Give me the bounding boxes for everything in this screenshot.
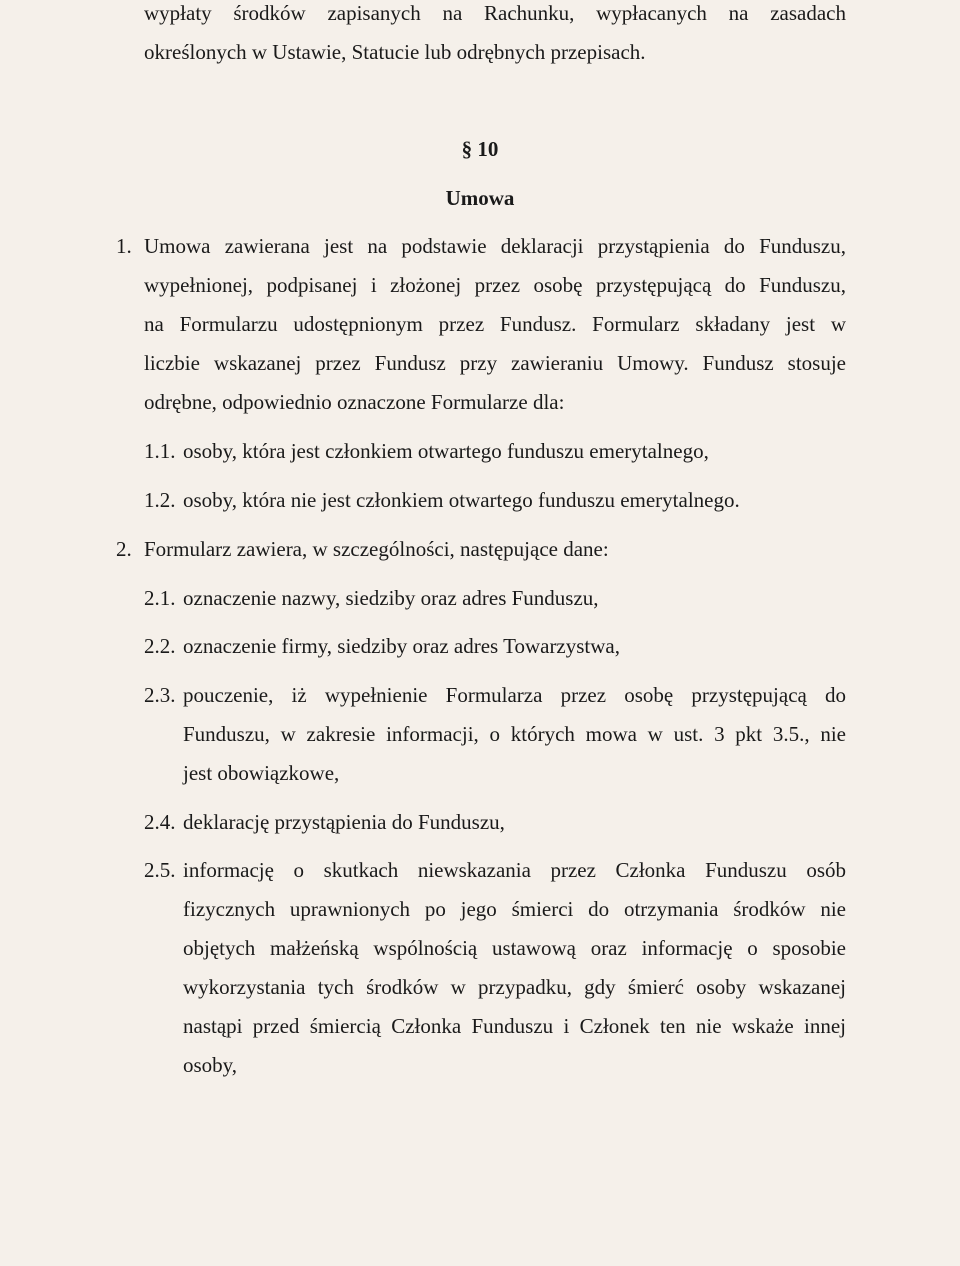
item-2-2-text: oznaczenie firmy, siedziby oraz adres Towarzystwa, [183, 634, 621, 658]
item-2-5-line-5: nastąpi przed śmiercią Członka Funduszu i Członek ten nie wskaże innej [183, 1014, 846, 1038]
paragraph-1-line-3: na Formularzu udostępnionym przez Fundusz. Formularz składany jest w [144, 312, 846, 336]
item-1-1-text: osoby, która jest członkiem otwartego funduszu emerytalnego, [183, 439, 709, 463]
section-title: Umowa [445, 186, 515, 210]
paragraph-2-text: Formularz zawiera, w szczególności, następujące dane: [144, 537, 609, 561]
paragraph-1-line-5: odrębne, odpowiednio oznaczone Formularze dla: [144, 390, 565, 414]
item-1-2-number: 1.2. [144, 488, 176, 512]
intro-line-2: określonych w Ustawie, Statucie lub odrębnych przepisach. [144, 40, 646, 64]
item-2-5-line-3: objętych małżeńską wspólnością ustawową oraz informację o sposobie [183, 936, 846, 960]
paragraph-1-line-4: liczbie wskazanej przez Fundusz przy zawieraniu Umowy. Fundusz stosuje [144, 351, 846, 375]
paragraph-1-line-2: wypełnionej, podpisanej i złożonej przez osobę przystępującą do Funduszu, [144, 273, 846, 297]
paragraph-1-line-1: Umowa zawierana jest na podstawie deklaracji przystąpienia do Funduszu, [144, 234, 846, 258]
intro-line-1: wypłaty środków zapisanych na Rachunku, wypłacanych na zasadach [144, 1, 846, 25]
item-2-5-line-4: wykorzystania tych środków w przypadku, gdy śmierć osoby wskazanej [183, 975, 846, 999]
item-1-2-text: osoby, która nie jest członkiem otwartego funduszu emerytalnego. [183, 488, 740, 512]
item-2-1-number: 2.1. [144, 586, 176, 610]
paragraph-1-number: 1. [116, 234, 132, 258]
item-2-5-line-6: osoby, [183, 1053, 238, 1077]
item-2-5-line-1: informację o skutkach niewskazania przez Członka Funduszu osób [183, 858, 846, 882]
item-1-1-number: 1.1. [144, 439, 176, 463]
item-2-3-line-1: pouczenie, iż wypełnienie Formularza przez osobę przystępującą do [183, 683, 846, 707]
item-2-4-number: 2.4. [144, 810, 176, 834]
item-2-2-number: 2.2. [144, 634, 176, 658]
paragraph-2-number: 2. [116, 537, 132, 561]
item-2-5-number: 2.5. [144, 858, 176, 882]
section-number: § 10 [461, 137, 499, 161]
item-2-3-number: 2.3. [144, 683, 176, 707]
item-2-3-line-2: Funduszu, w zakresie informacji, o których mowa w ust. 3 pkt 3.5., nie [183, 722, 846, 746]
item-2-5-line-2: fizycznych uprawnionych po jego śmierci do otrzymania środków nie [183, 897, 846, 921]
item-2-4-text: deklarację przystąpienia do Funduszu, [183, 810, 505, 834]
item-2-1-text: oznaczenie nazwy, siedziby oraz adres Funduszu, [183, 586, 599, 610]
item-2-3-line-3: jest obowiązkowe, [183, 761, 340, 785]
